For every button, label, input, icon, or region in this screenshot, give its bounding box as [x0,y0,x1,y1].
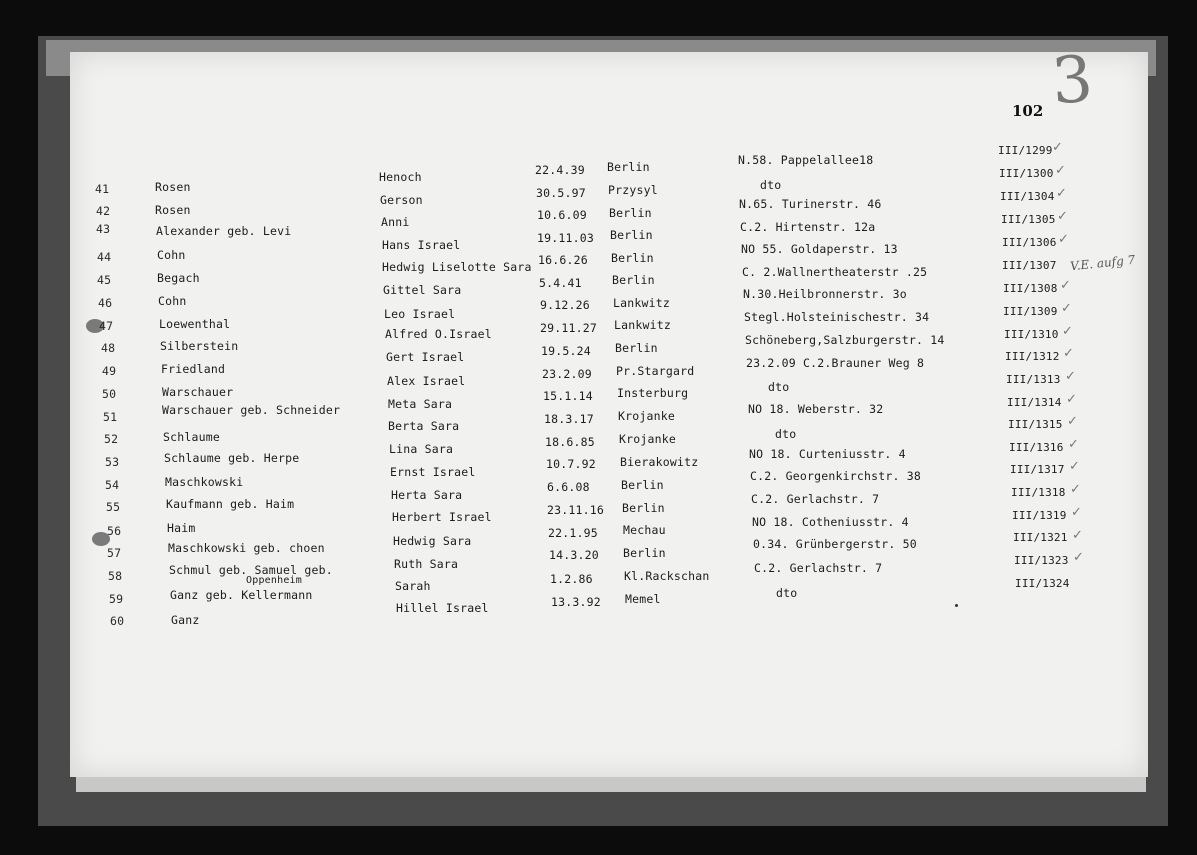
birth-date: 13.3.92 [551,595,601,609]
birth-place: Krojanke [619,432,676,446]
birth-date: 19.11.03 [537,231,594,245]
given-name: Sarah [395,579,431,593]
record-number: 55 [106,500,121,514]
check-mark-icon: ✓ [1066,392,1077,407]
surname: Ganz geb. Kellermann [170,588,313,602]
given-name: Hedwig Liselotte Sara [382,260,532,274]
birth-place: Mechau [623,523,666,537]
address: 0.34. Grünbergerstr. 50 [753,537,917,551]
record-number: 60 [110,614,125,628]
check-mark-icon: ✓ [1058,232,1069,247]
surname: Kaufmann geb. Haim [166,497,295,511]
birth-date: 14.3.20 [549,548,599,562]
birth-place: Lankwitz [613,296,670,310]
register-number: III/1321 [1013,531,1068,544]
page-number: 102 [1012,102,1044,120]
register-number: III/1307 [1002,259,1057,272]
address: Stegl.Holsteinischestr. 34 [744,310,930,324]
record-number: 52 [104,432,119,446]
check-mark-icon: ✓ [1061,301,1072,316]
check-mark-icon: ✓ [1055,163,1066,178]
address: Schöneberg,Salzburgerstr. 14 [745,333,945,347]
record-number: 45 [97,273,112,287]
register-number: III/1315 [1008,418,1063,431]
check-mark-icon: ✓ [1063,346,1074,361]
given-name: Ernst Israel [390,465,476,479]
birth-place: Berlin [623,546,666,560]
birth-date: 29.11.27 [540,321,597,335]
birth-place: Krojanke [618,409,675,423]
address: NO 18. Weberstr. 32 [748,402,884,416]
register-number: III/1309 [1003,305,1058,318]
given-name: Berta Sara [388,419,460,433]
surname: Cohn [157,248,186,262]
surname: Rosen [155,180,191,194]
margin-annotation: V.E. aufg 7 [1069,252,1136,274]
check-mark-icon: ✓ [1060,278,1071,293]
record-number: 56 [107,524,122,538]
birth-place: Przysyl [608,183,658,197]
check-mark-icon: ✓ [1073,550,1084,565]
record-number: 43 [96,222,111,236]
birth-date: 6.6.08 [547,480,590,494]
given-name: Alfred O.Israel [385,327,492,341]
register-number: III/1310 [1004,328,1059,341]
register-number: III/1305 [1001,213,1056,226]
address: dto [760,178,782,192]
surname: Warschauer [162,385,234,399]
register-number: III/1323 [1014,554,1069,567]
address: C.2. Gerlachstr. 7 [751,492,880,506]
given-name: Gerson [380,193,423,207]
check-mark-icon: ✓ [1068,437,1079,452]
record-number: 57 [107,546,122,560]
birth-date: 9.12.26 [540,298,590,312]
register-number: III/1304 [1000,190,1055,203]
surname: Friedland [161,362,226,376]
birth-date: 22.1.95 [548,526,598,540]
birth-date: 10.6.09 [537,208,587,222]
given-name: Ruth Sara [394,557,459,571]
birth-date: 18.3.17 [544,412,594,426]
birth-place: Berlin [612,273,655,287]
check-mark-icon: ✓ [1070,482,1081,497]
record-number: 54 [105,478,120,492]
given-name: Meta Sara [388,397,453,411]
given-name: Henoch [379,170,422,184]
birth-place: Berlin [609,206,652,220]
check-mark-icon: ✓ [1065,369,1076,384]
surname: Cohn [158,294,187,308]
check-mark-icon: ✓ [1052,140,1063,155]
check-mark-icon: ✓ [1069,459,1080,474]
record-number: 46 [98,296,113,310]
record-number: 51 [103,410,118,424]
given-name: Alex Israel [387,374,466,388]
birth-place: Berlin [610,228,653,242]
given-name: Herbert Israel [392,510,492,524]
birth-place: Berlin [611,251,654,265]
birth-date: 5.4.41 [539,276,582,290]
address: N.30.Heilbronnerstr. 3o [743,287,907,301]
given-name: Hans Israel [382,238,461,252]
surname: Maschkowski geb. choen [168,541,325,555]
birth-place: Berlin [615,341,658,355]
register-number: III/1324 [1015,577,1070,590]
ink-dot [955,604,958,607]
record-number: 59 [109,592,124,606]
birth-date: 15.1.14 [543,389,593,403]
surname: Schmul geb. Samuel geb. [169,563,333,577]
address: dto [776,586,798,600]
surname: Schlaume [163,430,220,444]
address: C. 2.Wallnertheaterstr .25 [742,265,928,279]
register-number: III/1300 [999,167,1054,180]
birth-date: 18.6.85 [545,435,595,449]
given-name: Hedwig Sara [393,534,472,548]
address: N.65. Turinerstr. 46 [739,197,882,211]
surname: Schlaume geb. Herpe [164,451,300,465]
record-number: 53 [105,455,120,469]
address: dto [768,380,790,394]
birth-date: 19.5.24 [541,344,591,358]
record-number: 48 [101,341,116,355]
address: C.2. Gerlachstr. 7 [754,561,883,575]
hand-written-mark: 3 [1049,42,1096,120]
given-name: Lina Sara [389,442,454,456]
record-number: 42 [96,204,111,218]
record-number: 41 [95,182,110,196]
record-number: 47 [99,319,114,333]
check-mark-icon: ✓ [1056,186,1067,201]
register-number: III/1319 [1012,509,1067,522]
birth-date: 10.7.92 [546,457,596,471]
address: C.2. Georgenkirchstr. 38 [750,469,921,483]
address: NO 55. Goldaperstr. 13 [741,242,898,256]
check-mark-icon: ✓ [1057,209,1068,224]
check-mark-icon: ✓ [1067,414,1078,429]
given-name: Herta Sara [391,488,463,502]
address: NO 18. Cotheniusstr. 4 [752,515,909,529]
record-number: 44 [97,250,112,264]
register-number: III/1308 [1003,282,1058,295]
check-mark-icon: ✓ [1072,528,1083,543]
register-number: III/1299 [998,144,1053,157]
birth-date: 23.11.16 [547,503,604,517]
surname: Begach [157,271,200,285]
given-name: Gittel Sara [383,283,462,297]
check-mark-icon: ✓ [1062,324,1073,339]
birth-place: Berlin [622,501,665,515]
given-name: Hillel Israel [396,601,489,615]
birth-date: 30.5.97 [536,186,586,200]
birth-date: 1.2.86 [550,572,593,586]
birth-place: Berlin [607,160,650,174]
given-name: Anni [381,215,410,229]
address: C.2. Hirtenstr. 12a [740,220,876,234]
given-name: Leo Israel [384,307,456,321]
birth-place: Pr.Stargard [616,364,695,378]
record-number: 49 [102,364,117,378]
surname: Warschauer geb. Schneider [162,403,341,417]
surname: Maschkowski [165,475,244,489]
check-mark-icon: ✓ [1071,505,1082,520]
birth-place: Bierakowitz [620,455,699,469]
birth-place: Memel [625,592,661,606]
address: N.58. Pappelallee18 [738,153,874,167]
inline-note: Oppenheim [246,575,302,586]
record-number: 50 [102,387,117,401]
birth-date: 16.6.26 [538,253,588,267]
surname: Ganz [171,613,200,627]
register-number: III/1316 [1009,441,1064,454]
birth-place: Lankwitz [614,318,671,332]
register-number: III/1306 [1002,236,1057,249]
birth-place: Insterburg [617,386,689,400]
surname: Rosen [155,203,191,217]
birth-place: Kl.Rackschan [624,569,710,583]
register-number: III/1317 [1010,463,1065,476]
record-number: 58 [108,569,123,583]
surname: Haim [167,521,196,535]
register-number: III/1313 [1006,373,1061,386]
given-name: Gert Israel [386,350,465,364]
surname: Loewenthal [159,317,231,331]
birth-date: 23.2.09 [542,367,592,381]
register-number: III/1318 [1011,486,1066,499]
birth-date: 22.4.39 [535,163,585,177]
birth-place: Berlin [621,478,664,492]
address: dto [775,427,797,441]
surname: Silberstein [160,339,239,353]
register-number: III/1314 [1007,396,1062,409]
surname: Alexander geb. Levi [156,224,292,238]
address: 23.2.09 C.2.Brauner Weg 8 [746,356,925,370]
register-number: III/1312 [1005,350,1060,363]
address: NO 18. Curteniusstr. 4 [749,447,906,461]
